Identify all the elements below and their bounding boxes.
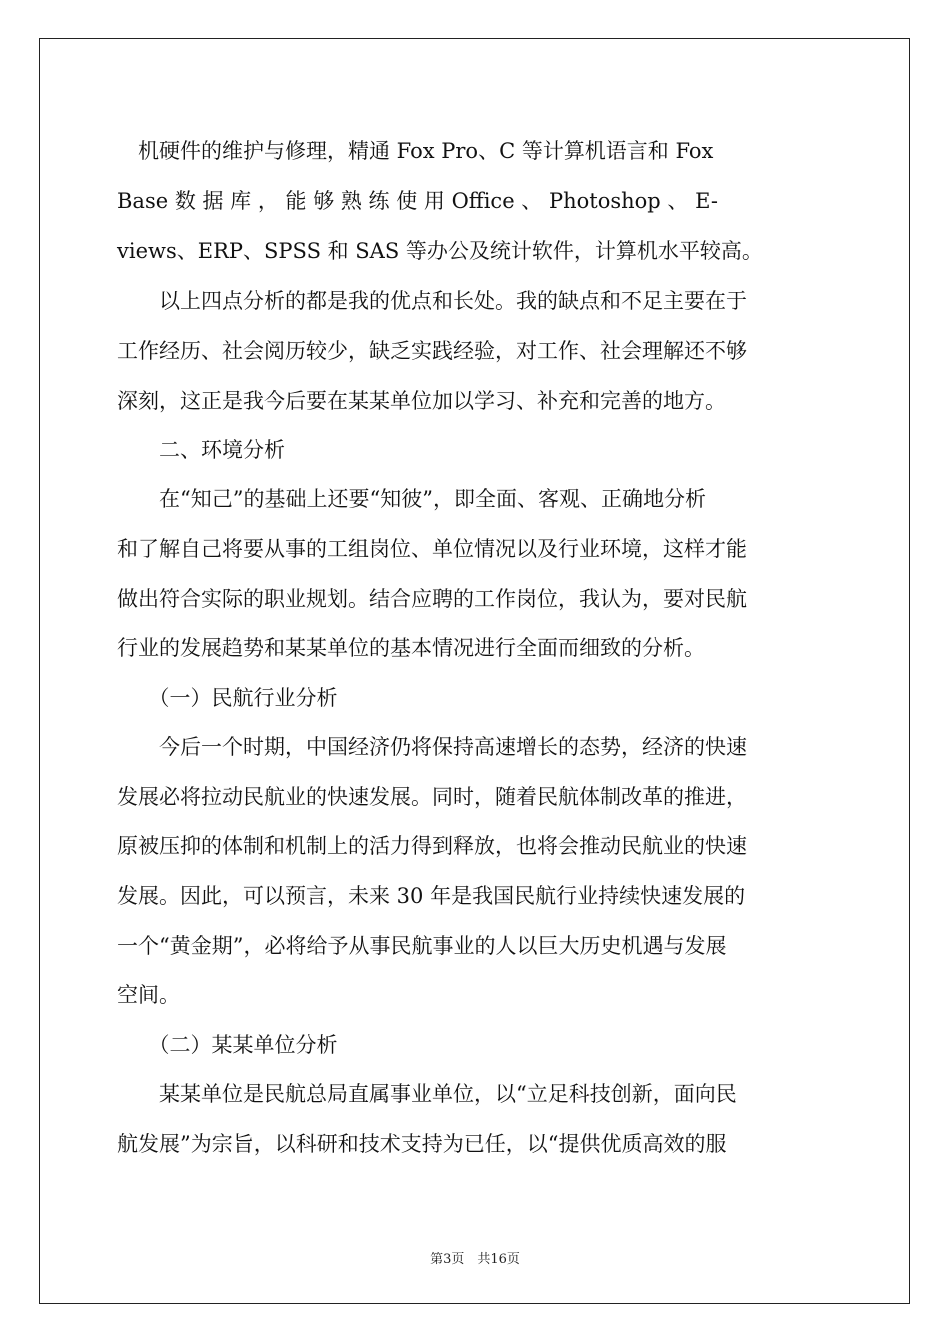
text-line: 空间。 [117,983,180,1007]
text-line: 一个“黄金期”，必将给予从事民航事业的人以巨大历史机遇与发展 [117,934,727,958]
text-line: 机硬件的维护与修理，精通 Fox Pro、C 等计算机语言和 Fox [117,139,714,163]
text-line: 行业的发展趋势和某某单位的基本情况进行全面而细致的分析。 [117,636,705,660]
text-line: 发展必将拉动民航业的快速发展。同时，随着民航体制改革的推进， [117,785,747,809]
text-line: 航发展”为宗旨，以科研和技术支持为已任，以“提供优质高效的服 [117,1132,727,1156]
text-line: 原被压抑的体制和机制上的活力得到释放，也将会推动民航业的快速 [117,834,747,858]
text-line: 今后一个时期，中国经济仍将保持高速增长的态势，经济的快速 [117,735,747,759]
text-line: 深刻，这正是我今后要在某某单位加以学习、补充和完善的地方。 [117,389,726,413]
text-line: Base 数 据 库 ， 能 够 熟 练 使 用 Office 、 Photoshop 、 E- [117,189,718,213]
text-line: 某某单位是民航总局直属事业单位，以“立足科技创新，面向民 [117,1082,737,1106]
section-heading: 二、环境分析 [117,438,285,462]
text-line: 在“知己”的基础上还要“知彼”，即全面、客观、正确地分析 [117,487,706,511]
text-line: 工作经历、社会阅历较少，缺乏实践经验，对工作、社会理解还不够 [117,339,747,363]
text-line: 以上四点分析的都是我的优点和长处。我的缺点和不足主要在于 [117,289,747,313]
page-number: 第3页 共16页 [430,1252,520,1267]
text-line: views、ERP、SPSS 和 SAS 等办公及统计软件，计算机水平较高。 [117,239,763,263]
text-line: 做出符合实际的职业规划。结合应聘的工作岗位，我认为，要对民航 [117,587,747,611]
subsection-heading: （二）某某单位分析 [117,1033,338,1057]
page-border [39,38,910,1304]
text-line: 和了解自己将要从事的工组岗位、单位情况以及行业环境，这样才能 [117,537,747,561]
text-line: 发展。因此，可以预言，未来 30 年是我国民航行业持续快速发展的 [117,884,746,908]
subsection-heading: （一）民航行业分析 [117,686,338,710]
